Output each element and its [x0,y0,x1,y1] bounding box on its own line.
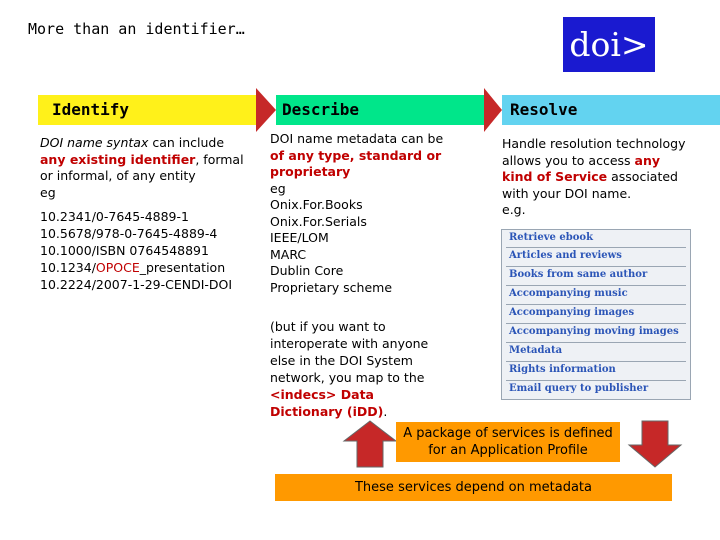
identify-arrow-icon [256,88,276,132]
metadata-dependency-box: These services depend on metadata [275,474,672,501]
example-item: 10.5678/978-0-7645-4889-4 [40,226,218,241]
service-item[interactable]: Rights information [509,364,616,375]
describe-interoperate-note: (but if you want to interoperate with anyone else in the DOI System network, you map to the <indecs> Data Dictionary (iDD). [270,319,429,419]
services-menu [501,229,691,400]
describe-band [276,95,484,125]
identify-examples [40,208,255,293]
metadata-scheme-item: eg [270,180,286,196]
identify-heading: Identify [52,100,130,119]
service-item[interactable]: Email query to publisher [509,383,649,394]
service-item[interactable]: Accompanying moving images [509,326,679,337]
metadata-scheme-item: MARC [270,246,307,262]
service-item[interactable]: Retrieve ebook [509,232,593,243]
metadata-scheme-item: Onix.For.Serials [270,213,367,229]
example-item: 10.1000/ISBN 0764548891 [40,243,209,258]
metadata-scheme-item: Dublin Core [270,263,344,278]
example-item: 10.2341/0-7645-4889-1 [40,209,189,224]
describe-heading: Describe [282,100,360,119]
resolve-description: Handle resolution technology allows you to access any kind of Service associated with your DOI name. e.g. [502,136,686,217]
service-item[interactable]: Books from same author [509,269,648,280]
indecs-data-dictionary: <indecs> Data Dictionary (iDD) [270,387,384,419]
service-item[interactable]: Metadata [509,345,563,356]
identify-description: DOI name syntax can include any existing identifier, formal or informal, of any entity eg [40,135,244,200]
resolve-band [502,95,720,125]
example-item: 10.1234/OPOCE_presentation [40,260,226,275]
identify-existing-identifier: any existing identifier [40,151,196,167]
resolve-heading: Resolve [510,100,578,119]
identify-band [38,95,256,125]
describe-any-type: of any type, standard or proprietary [270,147,442,179]
service-item[interactable]: Accompanying images [509,307,635,318]
service-item[interactable]: Accompanying music [509,288,628,299]
up-arrow-icon [342,419,398,469]
describe-arrow-icon [484,88,502,132]
identify-syntax-label: DOI name syntax [40,135,149,150]
service-item[interactable]: Articles and reviews [509,250,622,261]
example-item: 10.2224/2007-1-29-CENDI-DOI [40,277,233,292]
doi-logo: doi> [563,17,655,72]
describe-description: DOI name metadata can be of any type, standard or proprietary eg Onix.For.Books Onix.For.Serials IEEE/LOM MARC Dublin Core Proprietary scheme [270,131,460,296]
metadata-scheme-item: Onix.For.Books [270,197,363,212]
application-profile-box: A package of services is defined for an Application Profile [396,422,620,462]
metadata-scheme-item: Proprietary scheme [270,279,393,295]
slide-title: More than an identifier… [28,20,245,38]
metadata-scheme-item: IEEE/LOM [270,230,329,245]
down-arrow-icon [627,419,683,469]
resolve-any-service: any kind of Service [502,152,661,184]
